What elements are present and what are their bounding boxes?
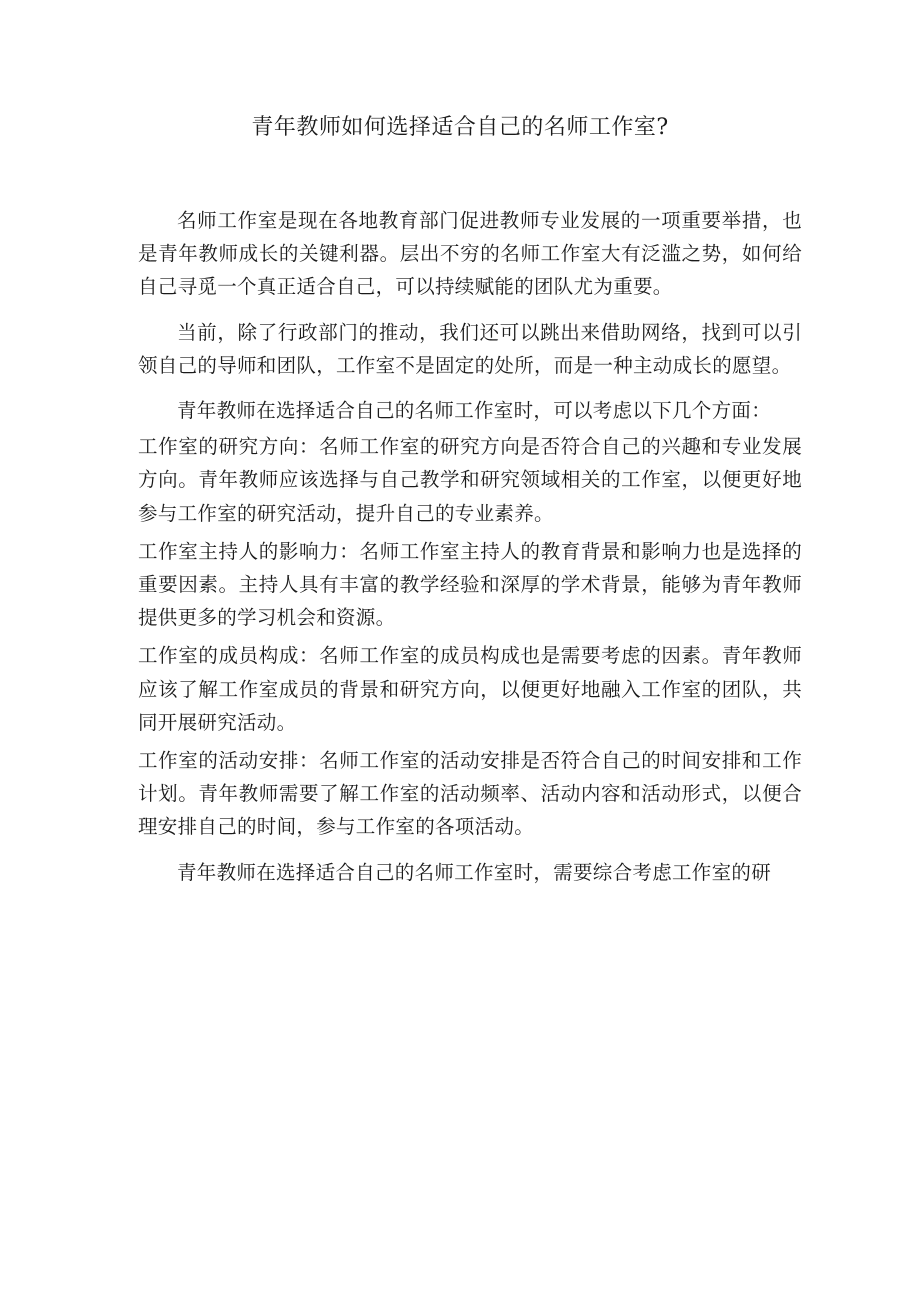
paragraph-conclusion: 青年教师在选择适合自己的名师工作室时，需要综合考虑工作室的研 (177, 860, 772, 884)
document-body (138, 204, 802, 901)
paragraph-research-direction: 工作室的研究方向：名师工作室的研究方向是否符合自己的兴趣和专业发展方向。青年教师应该选择与自己教学和研究领域相关的工作室，以便更好地参与工作室的研究活动，提升自己的专业素养。 (138, 435, 802, 525)
paragraph-aspects-lead: 青年教师在选择适合自己的名师工作室时，可以考虑以下几个方面： (177, 399, 772, 423)
paragraph-member-composition: 工作室的成员构成：名师工作室的成员构成也是需要考虑的因素。青年教师应该了解工作室成员的背景和研究方向，以便更好地融入工作室的团队，共同开展研究活动。 (138, 644, 802, 734)
paragraph-intro: 名师工作室是现在各地教育部门促进教师专业发展的一项重要举措，也是青年教师成长的关键利器。层出不穷的名师工作室大有泛滥之势，如何给自己寻觅一个真正适合自己，可以持续赋能的团队尤为重要。 (138, 209, 802, 299)
paragraph-current: 当前，除了行政部门的推动，我们还可以跳出来借助网络，找到可以引领自己的导师和团队，工作室不是固定的处所，而是一种主动成长的愿望。 (138, 320, 802, 377)
paragraph-activity-schedule: 工作室的活动安排：名师工作室的活动安排是否符合自己的时间安排和工作计划。青年教师需要了解工作室的活动频率、活动内容和活动形式，以便合理安排自己的时间，参与工作室的各项活动。 (138, 749, 802, 839)
paragraph-host-influence: 工作室主持人的影响力：名师工作室主持人的教育背景和影响力也是选择的重要因素。主持人具有丰富的教学经验和深厚的学术背景，能够为青年教师提供更多的学习机会和资源。 (138, 539, 802, 630)
document-title: 青年教师如何选择适合自己的名师工作室? (251, 115, 669, 140)
